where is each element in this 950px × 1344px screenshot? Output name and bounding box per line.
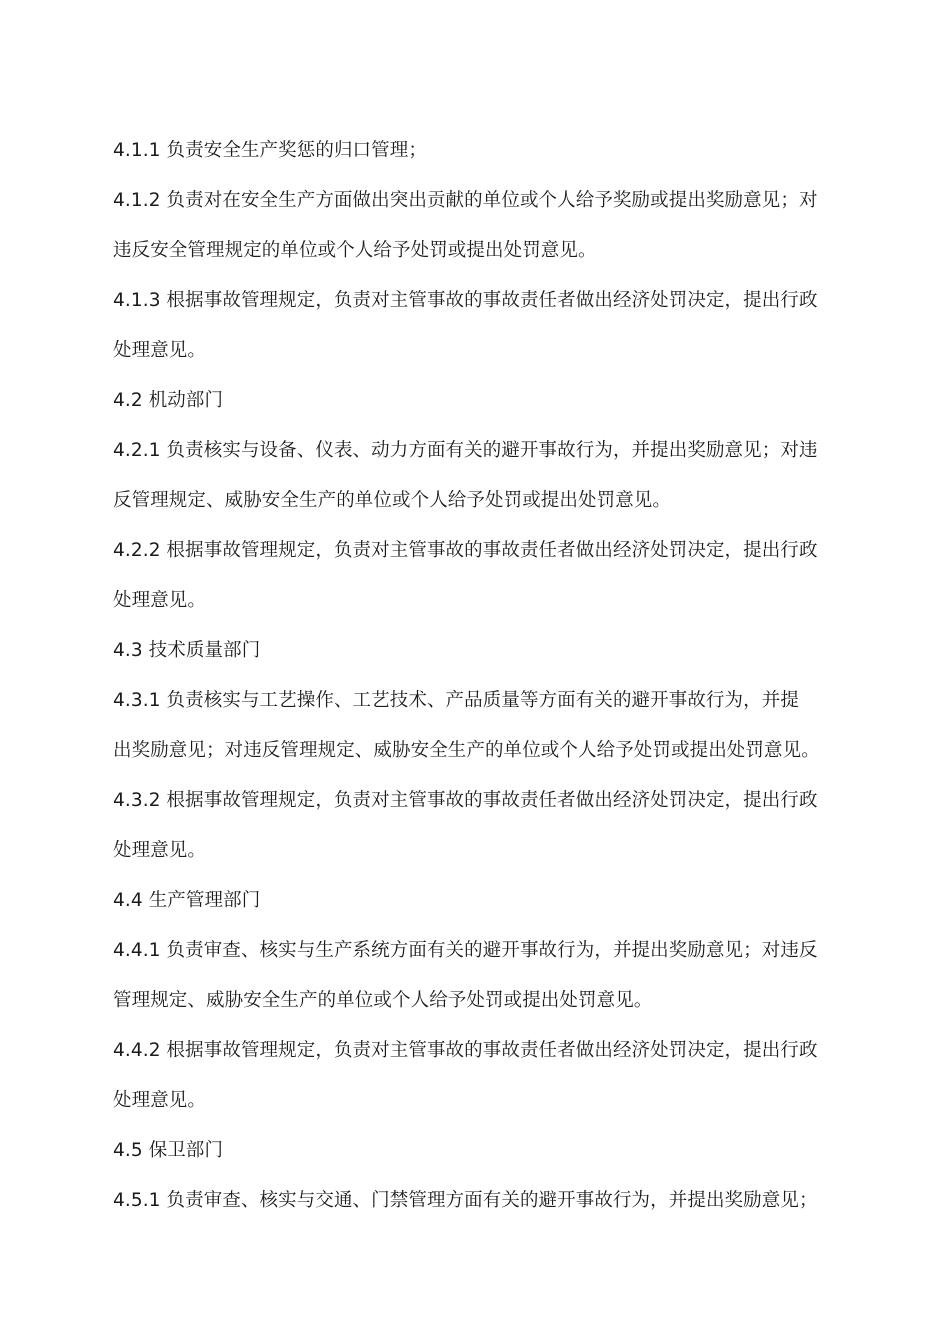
text-line: 4.3.2 根据事故管理规定，负责对主管事故的事故责任者做出经济处罚决定，提出行政 <box>113 790 818 811</box>
text-line: 反管理规定、威胁安全生产的单位或个人给予处罚或提出处罚意见。 <box>113 490 672 511</box>
text-line: 处理意见。 <box>113 1090 207 1111</box>
section-heading: 4.5 保卫部门 <box>113 1140 224 1161</box>
text-line: 4.1.3 根据事故管理规定，负责对主管事故的事故责任者做出经济处罚决定，提出行政 <box>113 290 818 311</box>
text-line: 处理意见。 <box>113 590 207 611</box>
text-line: 4.1.2 负责对在安全生产方面做出突出贡献的单位或个人给予奖励或提出奖励意见；对 <box>113 190 818 211</box>
text-line: 4.1.1 负责安全生产奖惩的归口管理； <box>113 140 427 161</box>
text-line: 4.2.2 根据事故管理规定，负责对主管事故的事故责任者做出经济处罚决定，提出行政 <box>113 540 818 561</box>
text-line: 违反安全管理规定的单位或个人给予处罚或提出处罚意见。 <box>113 240 597 261</box>
text-line: 4.5.1 负责审查、核实与交通、门禁管理方面有关的避开事故行为，并提出奖励意见； <box>113 1190 818 1211</box>
text-line: 4.4.2 根据事故管理规定，负责对主管事故的事故责任者做出经济处罚决定，提出行政 <box>113 1040 818 1061</box>
section-heading: 4.3 技术质量部门 <box>113 640 261 661</box>
text-line: 处理意见。 <box>113 840 207 861</box>
text-line: 4.3.1 负责核实与工艺操作、工艺技术、产品质量等方面有关的避开事故行为，并提 <box>113 690 799 711</box>
text-line: 管理规定、威胁安全生产的单位或个人给予处罚或提出处罚意见。 <box>113 990 653 1011</box>
text-line: 处理意见。 <box>113 340 207 361</box>
section-heading: 4.2 机动部门 <box>113 390 224 411</box>
section-heading: 4.4 生产管理部门 <box>113 890 261 911</box>
text-line: 4.2.1 负责核实与设备、仪表、动力方面有关的避开事故行为，并提出奖励意见；对违 <box>113 440 818 461</box>
document-body <box>113 126 841 1226</box>
text-line: 4.4.1 负责审查、核实与生产系统方面有关的避开事故行为，并提出奖励意见；对违反 <box>113 940 818 961</box>
text-line: 出奖励意见；对违反管理规定、威胁安全生产的单位或个人给予处罚或提出处罚意见。 <box>113 740 820 761</box>
